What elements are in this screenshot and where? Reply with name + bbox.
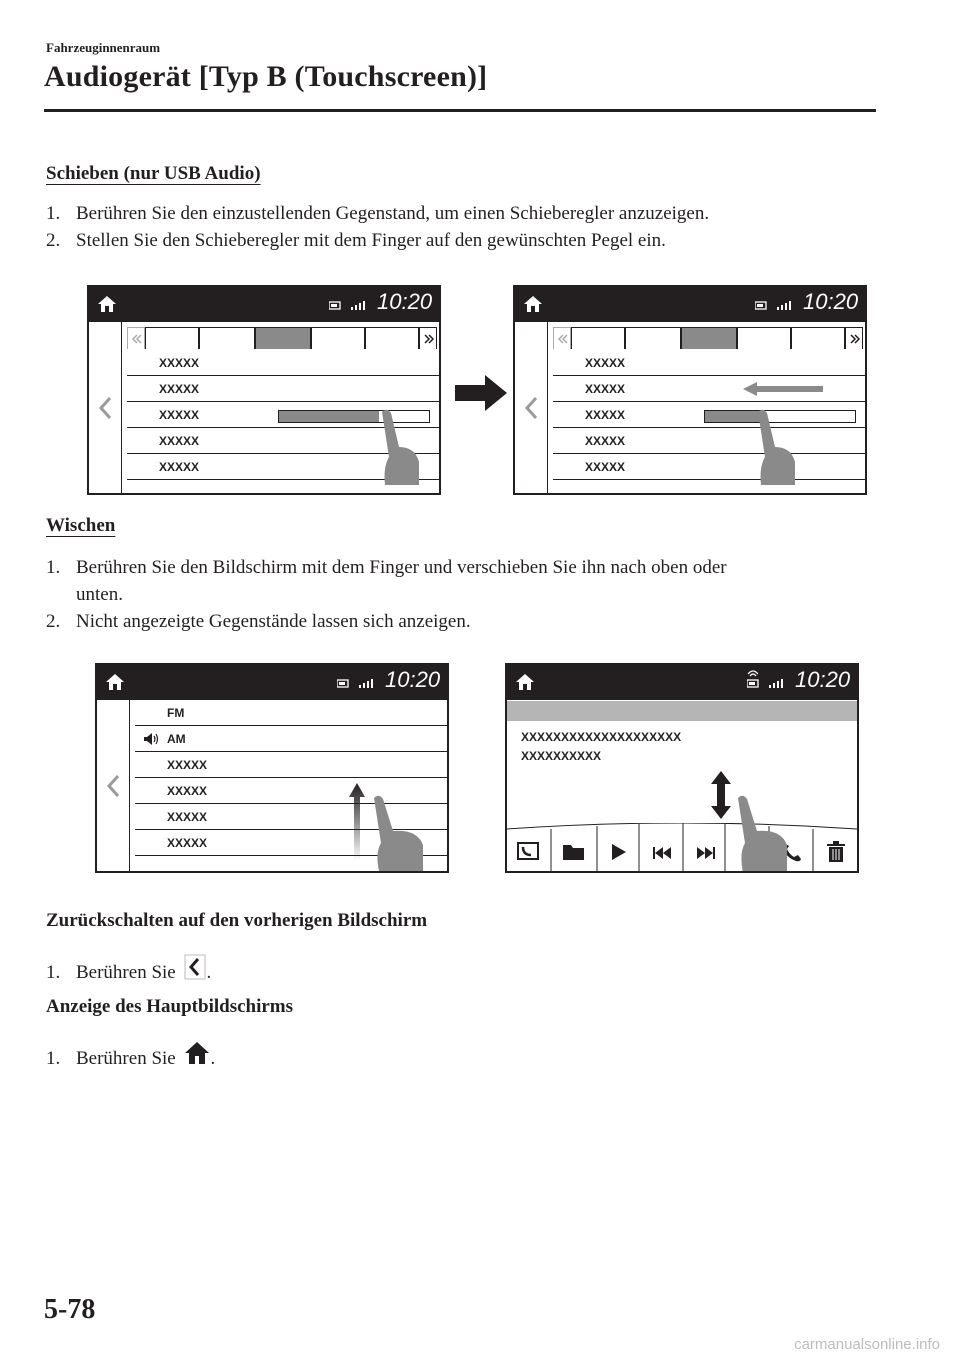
page-number: 5-78 bbox=[44, 1294, 96, 1325]
page-title: Audiogerät [Typ B (Touchscreen)] bbox=[44, 60, 488, 93]
step-text: Berühren Sie den Bildschirm mit dem Finger und verschieben Sie ihn nach oben oder bbox=[76, 557, 727, 578]
tab[interactable] bbox=[145, 327, 199, 349]
tab[interactable] bbox=[625, 327, 681, 349]
tab-active[interactable] bbox=[255, 327, 311, 349]
list-item[interactable]: XXXXX bbox=[127, 402, 439, 428]
step-text: Nicht angezeigte Gegenstände lassen sich anzeigen. bbox=[76, 611, 471, 632]
right-arrow-icon bbox=[455, 375, 507, 411]
home-heading: Anzeige des Hauptbildschirms bbox=[46, 996, 294, 1017]
double-chevron-right-icon bbox=[849, 333, 861, 345]
tab-prev[interactable] bbox=[553, 327, 571, 349]
status-bar bbox=[89, 287, 439, 322]
media-control-bar bbox=[507, 823, 857, 871]
signal-icon bbox=[747, 668, 787, 690]
list-item[interactable]: XXXXX bbox=[553, 376, 865, 402]
home-icon bbox=[97, 295, 117, 313]
tab-active[interactable] bbox=[681, 327, 737, 349]
list-item[interactable]: XXXXX bbox=[553, 454, 865, 480]
list-item[interactable]: XXXXX bbox=[135, 804, 447, 830]
status-bar bbox=[97, 665, 447, 700]
double-chevron-right-icon bbox=[423, 333, 435, 345]
back-tab[interactable] bbox=[97, 700, 130, 871]
track-title-line-2: XXXXXXXXXX bbox=[521, 749, 602, 763]
home-icon bbox=[515, 673, 535, 691]
back-step bbox=[46, 954, 211, 986]
clock: 10:20 bbox=[803, 289, 859, 314]
slider-fill bbox=[279, 411, 379, 422]
title-rule bbox=[44, 109, 876, 112]
list-item[interactable]: XXXXX bbox=[135, 830, 447, 856]
tab-strip bbox=[127, 327, 437, 349]
tab-prev[interactable] bbox=[127, 327, 145, 349]
finger-icon bbox=[753, 407, 798, 487]
track-progress-bar bbox=[507, 701, 857, 721]
home-icon bbox=[184, 1040, 210, 1066]
schieben-step-2 bbox=[46, 227, 666, 254]
step-number: 1. bbox=[46, 1048, 61, 1069]
signal-icon bbox=[755, 301, 795, 311]
list-item-fm[interactable]: FM bbox=[135, 700, 447, 726]
schieben-step-1 bbox=[46, 200, 709, 227]
list-item[interactable]: XXXXX bbox=[127, 376, 439, 402]
wischen-step-1-cont: unten. bbox=[76, 584, 123, 605]
home-icon bbox=[105, 673, 125, 691]
section-label: Fahrzeuginnenraum bbox=[46, 40, 161, 55]
list-item-am[interactable]: AM bbox=[135, 726, 447, 752]
tab[interactable] bbox=[571, 327, 625, 349]
screen-slider-before bbox=[87, 285, 441, 495]
list-item[interactable]: XXXXX bbox=[553, 428, 865, 454]
list-item[interactable]: XXXXX bbox=[127, 454, 439, 480]
clock: 10:20 bbox=[795, 667, 851, 692]
screen-slider-after bbox=[513, 285, 867, 495]
wischen-step-1 bbox=[46, 554, 727, 581]
back-tab[interactable] bbox=[515, 322, 548, 493]
screen-media bbox=[505, 663, 859, 873]
status-bar bbox=[507, 665, 857, 700]
tab[interactable] bbox=[311, 327, 365, 349]
step-number: 1. bbox=[46, 203, 61, 224]
next-track-icon[interactable] bbox=[697, 847, 715, 859]
wischen-step-2 bbox=[46, 608, 471, 635]
up-arrow-icon bbox=[349, 783, 365, 861]
step-end: . bbox=[210, 1048, 216, 1069]
clock: 10:20 bbox=[377, 289, 433, 314]
trash-icon[interactable] bbox=[827, 841, 845, 863]
wischen-heading: Wischen bbox=[46, 515, 116, 536]
step-text: Berühren Sie den einzustellenden Gegenstand, um einen Schieberegler anzuzeigen. bbox=[76, 203, 710, 224]
list-item[interactable]: XXXXX bbox=[127, 350, 439, 376]
phone-book-icon[interactable] bbox=[517, 841, 541, 863]
screen-radio-list bbox=[95, 663, 449, 873]
folder-icon[interactable] bbox=[563, 843, 585, 861]
tab-next[interactable] bbox=[845, 327, 863, 349]
step-number: 1. bbox=[46, 962, 61, 983]
step-end: . bbox=[206, 962, 212, 983]
step-text: Berühren Sie bbox=[76, 962, 176, 983]
home-step bbox=[46, 1040, 215, 1072]
watermark: carmanualsonline.info bbox=[794, 1336, 940, 1353]
tab[interactable] bbox=[791, 327, 845, 349]
finger-icon bbox=[369, 793, 439, 871]
finger-icon bbox=[377, 407, 422, 487]
play-icon[interactable] bbox=[611, 843, 627, 861]
tab[interactable] bbox=[737, 327, 791, 349]
schieben-heading: Schieben (nur USB Audio) bbox=[46, 163, 261, 184]
chevron-left-icon bbox=[106, 774, 120, 798]
back-tab[interactable] bbox=[89, 322, 122, 493]
step-number: 2. bbox=[46, 230, 61, 251]
chevron-left-icon bbox=[184, 954, 206, 980]
back-heading: Zurückschalten auf den vorherigen Bildschirm bbox=[46, 910, 428, 931]
tab-strip bbox=[553, 327, 863, 349]
step-number: 1. bbox=[46, 557, 61, 578]
clock: 10:20 bbox=[385, 667, 441, 692]
speaker-icon bbox=[143, 732, 159, 746]
tab[interactable] bbox=[199, 327, 255, 349]
signal-icon bbox=[329, 301, 369, 311]
double-chevron-left-icon bbox=[557, 333, 569, 345]
home-icon bbox=[523, 295, 543, 313]
list-item[interactable]: XXXXX bbox=[135, 778, 447, 804]
chevron-left-icon bbox=[524, 396, 538, 420]
status-bar bbox=[515, 287, 865, 322]
step-text: Stellen Sie den Schieberegler mit dem Finger auf den gewünschten Pegel ein. bbox=[76, 230, 666, 251]
list-item[interactable]: XXXXX bbox=[127, 428, 439, 454]
list-item[interactable]: XXXXX bbox=[553, 350, 865, 376]
step-text: Berühren Sie bbox=[76, 1048, 176, 1069]
track-title-line-1: XXXXXXXXXXXXXXXXXXXX bbox=[521, 730, 682, 744]
tab[interactable] bbox=[365, 327, 419, 349]
list-item[interactable]: XXXXX bbox=[553, 402, 865, 428]
left-arrow-icon bbox=[743, 382, 823, 396]
previous-track-icon[interactable] bbox=[653, 847, 671, 859]
step-number: 2. bbox=[46, 611, 61, 632]
finger-icon bbox=[733, 793, 803, 873]
double-chevron-left-icon bbox=[131, 333, 143, 345]
list-item[interactable]: XXXXX bbox=[135, 752, 447, 778]
tab-next[interactable] bbox=[419, 327, 437, 349]
chevron-left-icon bbox=[98, 396, 112, 420]
signal-icon bbox=[337, 679, 377, 689]
up-down-arrow-icon bbox=[711, 771, 731, 819]
